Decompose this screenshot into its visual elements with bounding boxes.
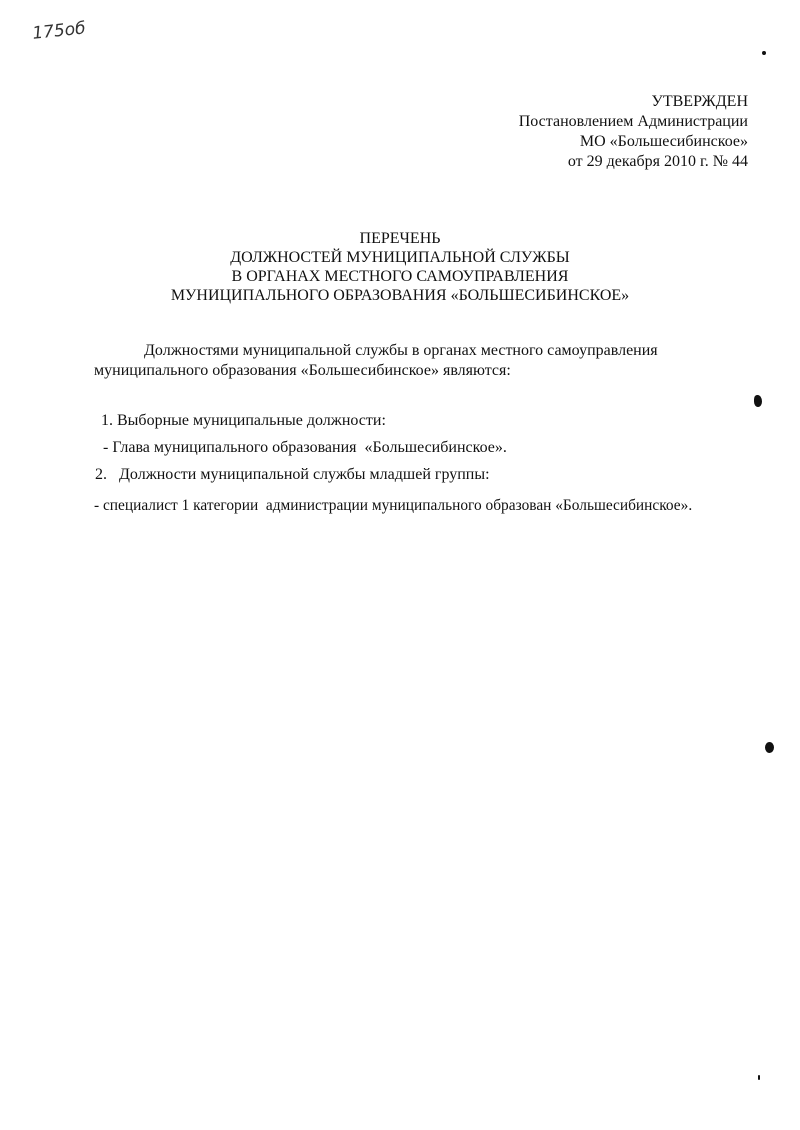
title-line-2: ДОЛЖНОСТЕЙ МУНИЦИПАЛЬНОЙ СЛУЖБЫ xyxy=(230,249,570,266)
approval-line-4: от 29 декабря 2010 г. № 44 xyxy=(567,153,748,170)
svg-text:175об: 175об xyxy=(31,18,87,44)
approval-block xyxy=(519,92,748,172)
title-line-3: В ОРГАНАХ МЕСТНОГО САМОУПРАВЛЕНИЯ xyxy=(231,268,569,285)
approval-line-1: УТВЕРЖДЕН xyxy=(651,93,748,110)
intro-line-2: муниципального образования «Большесибинское» являются: xyxy=(94,362,511,379)
intro-paragraph xyxy=(94,341,734,381)
list-item-1: 1. Выборные муниципальные должности: xyxy=(101,412,386,429)
intro-line-1: Должностями муниципальной службы в органах местного самоуправления xyxy=(144,342,658,359)
scan-mark xyxy=(754,395,762,407)
scan-mark xyxy=(762,51,766,55)
scan-mark xyxy=(765,742,774,753)
document-title xyxy=(0,229,800,305)
title-line-4: МУНИЦИПАЛЬНОГО ОБРАЗОВАНИЯ «БОЛЬШЕСИБИНСКОЕ» xyxy=(170,287,630,304)
list-item-2-sub: - специалист 1 категории администрации муниципального образован «Большесибинское». xyxy=(94,497,693,514)
list-item-2: 2. Должности муниципальной службы младшей группы: xyxy=(95,466,490,483)
approval-line-2: Постановлением Администрации xyxy=(518,113,748,130)
list-item-1-sub: - Глава муниципального образования «Большесибинское». xyxy=(103,439,507,456)
approval-line-3: МО «Большесибинское» xyxy=(579,133,748,150)
title-line-1: ПЕРЕЧЕНЬ xyxy=(359,230,441,247)
handwritten-note xyxy=(30,12,90,44)
scan-mark xyxy=(758,1075,760,1080)
